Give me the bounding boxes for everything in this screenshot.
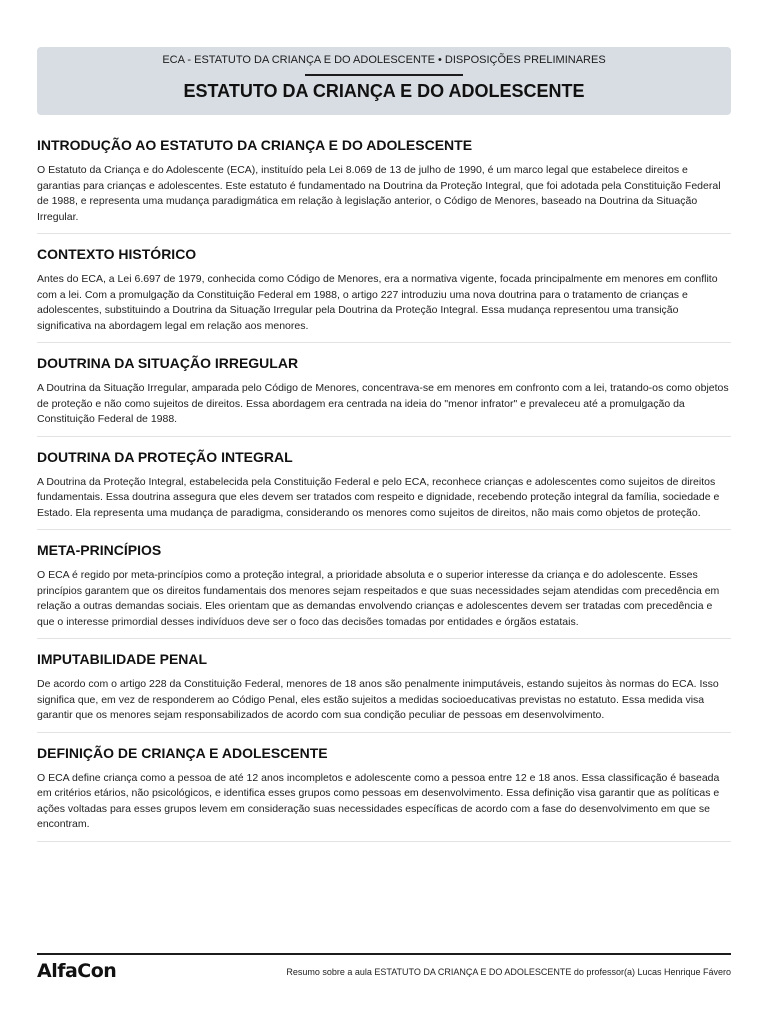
section-heading: META-PRINCÍPIOS: [37, 542, 162, 558]
section-imputabilidade-penal: [37, 650, 731, 733]
document-body: [37, 136, 731, 853]
section-protecao-integral: [37, 448, 731, 531]
section-body: A Doutrina da Situação Irregular, amparada pelo Código de Menores, concentrava-se em menores em confronto com a lei, tratando-os como objetos de proteção e não como sujeitos de direitos. Essa abordagem era centrada na ideia do "menor infrator" e prevaleceu até a promulgação da Constituição Federal de 1988.: [37, 382, 729, 425]
section-heading: DEFINIÇÃO DE CRIANÇA E ADOLESCENTE: [37, 744, 328, 761]
section-body: Antes do ECA, a Lei 6.697 de 1979, conhecida como Código de Menores, era a normativa vigente, focada principalmente em menores em conflito com a lei. Com a promulgação da Constituição Federal em 1988, o artigo 227 introduziu uma nova doutrina para o tratamento de crianças e adolescentes, substituindo a Doutrina da Situação Irregular pela Doutrina da Proteção Integral. Essa mudança representou uma transição significativa na abordagem legal em relação aos menores.: [37, 273, 718, 332]
section-body: A Doutrina da Proteção Integral, estabelecida pela Constituição Federal e pelo ECA, reconhece crianças e adolescentes como sujeitos de direitos fundamentais. Essa doutrina assegura que eles devem ser tratados com respeito e dignidade, recebendo proteção integral da família, sociedade e Estado. Ela representa uma mudança de paradigma, considerando os menores como sujeitos de direitos, não mais como objetos de proteção.: [37, 475, 720, 519]
section-heading: DOUTRINA DA SITUAÇÃO IRREGULAR: [37, 355, 299, 371]
section-body: O ECA é regido por meta-princípios como a proteção integral, a prioridade absoluta e o superior interesse da criança e do adolescente. Esses princípios garantem que os direitos fundamentais dos menores sejam respeitados e que suas necessidades sejam atendidas com precedência em relação a outras demandas sociais. Eles orientam que as demandas envolvendo crianças e adolescentes devem ser tratadas com precedência e que o interesse primordial desses indivíduos deve ser o foco das decisões tomadas por entidades e órgãos estatais.: [37, 569, 720, 628]
footer-credit: Resumo sobre a aula ESTATUTO DA CRIANÇA E DO ADOLESCENTE do professor(a) Lucas Henrique Fávero: [286, 967, 731, 977]
footer-divider: [37, 953, 731, 955]
section-situacao-irregular: [37, 354, 731, 437]
section-heading: DOUTRINA DA PROTEÇÃO INTEGRAL: [37, 448, 293, 465]
section-heading: CONTEXTO HISTÓRICO: [37, 246, 197, 262]
header-subtitle: ECA - ESTATUTO DA CRIANÇA E DO ADOLESCENTE • DISPOSIÇÕES PRELIMINARES: [162, 54, 606, 66]
section-definicao: [37, 744, 731, 842]
section-heading: IMPUTABILIDADE PENAL: [37, 651, 208, 667]
alfacon-logo: AlfaCon: [37, 960, 117, 982]
section-contexto-historico: [37, 245, 731, 343]
section-body: De acordo com o artigo 228 da Constituição Federal, menores de 18 anos são penalmente inimputáveis, estando sujeitos às normas do ECA. Isso significa que, em vez de responderem ao Código Penal, eles estão sujeitos a medidas socioeducativas previstas no estatuto. Essa medida visa garantir que os menores sejam responsabilizados de acordo com sua condição peculiar de pessoas em desenvolvimento.: [37, 678, 719, 721]
section-heading: INTRODUÇÃO AO ESTATUTO DA CRIANÇA E DO ADOLESCENTE: [37, 137, 473, 153]
section-body: O ECA define criança como a pessoa de até 12 anos incompletos e adolescente como a pessoa entre 12 e 18 anos. Essa classificação é baseada em critérios etários, não psicológicos, e identifica esses grupos como pessoas em desenvolvimento. Essa definição visa garantir que as políticas e ações voltadas para esses grupos levem em consideração suas necessidades específicas de acordo com a fase do desenvolvimento em que se encontram.: [37, 771, 720, 830]
header-banner: [37, 47, 731, 115]
section-introducao: [37, 136, 731, 234]
section-body: O Estatuto da Criança e do Adolescente (ECA), instituído pela Lei 8.069 de 13 de julho de 1990, é um marco legal que estabelece direitos e garantias para crianças e adolescentes. Este estatuto é fundamentado na Doutrina da Proteção Integral, que foi adotada pela Constituição Federal de 1988, e representa uma mudança paradigmática em relação à legislação anterior, o Código de Menores, baseado na Doutrina da Situação Irregular.: [37, 164, 721, 223]
page-title: ESTATUTO DA CRIANÇA E DO ADOLESCENTE: [183, 81, 585, 101]
section-meta-principios: [37, 541, 731, 639]
header-divider: [305, 74, 463, 76]
